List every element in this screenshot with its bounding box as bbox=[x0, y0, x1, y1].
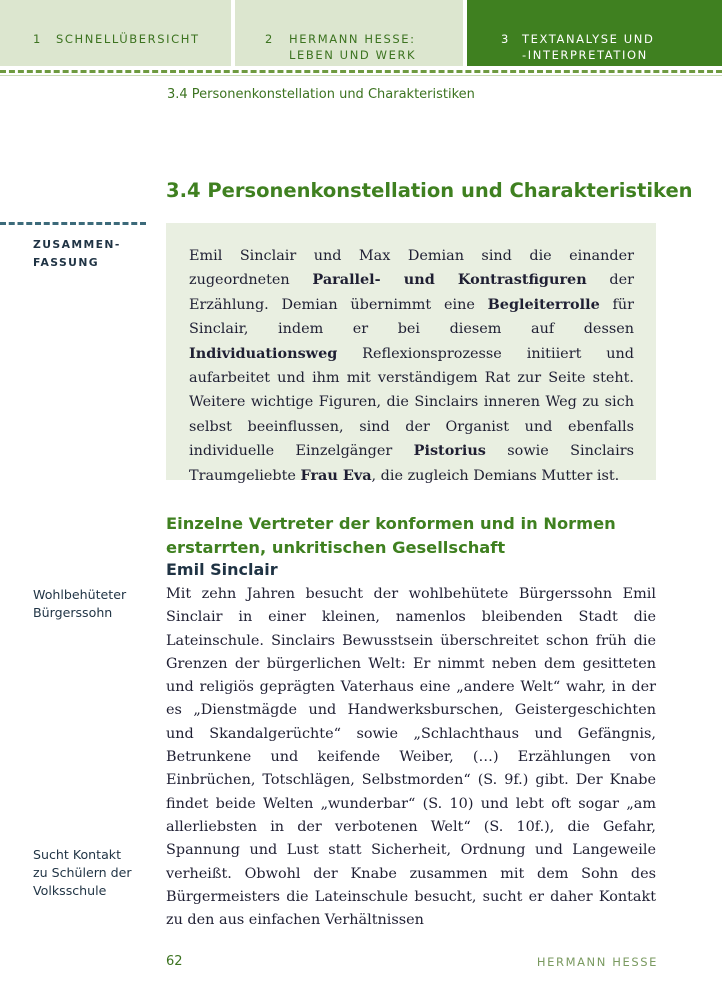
footer-author: HERMANN HESSE bbox=[536, 955, 658, 969]
summary-text bbox=[189, 244, 634, 488]
character-heading: Emil Sinclair bbox=[166, 560, 278, 579]
summary-label bbox=[33, 236, 121, 272]
running-head: 3.4 Personenkonstellation und Charakteristiken bbox=[167, 87, 475, 102]
summary-text-run: , die zugleich Demians Mutter ist. bbox=[371, 467, 620, 484]
margin-note-line: Bürgerssohn bbox=[33, 605, 113, 620]
tab-schnelluebersicht[interactable] bbox=[0, 0, 231, 66]
summary-text-run: sowie Sinclairs Traumgeliebte bbox=[189, 443, 634, 484]
tab-label-line2: -INTERPRETATION bbox=[522, 48, 648, 62]
tab-textanalyse[interactable] bbox=[467, 0, 722, 66]
margin-note-line: Sucht Kontakt bbox=[33, 847, 122, 862]
margin-note-line: zu Schülern der bbox=[33, 865, 132, 880]
tab-label-line1: TEXTANALYSE UND bbox=[522, 32, 655, 46]
margin-note bbox=[33, 846, 132, 900]
chapter-tabs bbox=[0, 0, 722, 66]
tab-label bbox=[522, 31, 654, 63]
tab-label bbox=[289, 31, 416, 63]
tab-label: SCHNELLÜBERSICHT bbox=[56, 32, 200, 46]
summary-text-run: der Erzählung. Demian übernimmt eine bbox=[189, 272, 635, 313]
summary-keyword: Begleiterrolle bbox=[487, 295, 600, 313]
margin-note-line: Wohlbehüteter bbox=[33, 587, 127, 602]
summary-box bbox=[166, 223, 656, 484]
summary-keyword: Frau Eva bbox=[300, 466, 372, 484]
tab-number: 3 bbox=[501, 32, 510, 46]
summary-text-run: für Sinclair, indem er bei diesem auf dessen bbox=[189, 296, 634, 338]
summary-text-run: Emil Sinclair und Max Demian sind die einander zugeordneten bbox=[189, 248, 634, 289]
header-divider bbox=[0, 70, 722, 73]
page-number: 62 bbox=[166, 954, 183, 969]
margin-note bbox=[33, 586, 126, 622]
summary-label-line2: FASSUNG bbox=[33, 256, 100, 269]
tab-number: 2 bbox=[265, 32, 274, 46]
summary-divider bbox=[0, 222, 146, 225]
summary-text-run: Reflexionsprozesse initiiert und aufarbeitet und ihm mit verständigem Rat zur Seite steht. Weitere wichtige Figuren, die Sinclairs inneren Weg zu sich selbst beeinflussen, sind der Organist und ebenfalls individuelle Einzelgänger bbox=[189, 345, 634, 460]
summary-label-line1: ZUSAMMEN- bbox=[33, 238, 121, 251]
tab-label-line1: HERMANN HESSE: bbox=[289, 32, 416, 46]
margin-note-line: Volksschule bbox=[33, 883, 107, 898]
body-paragraph: Mit zehn Jahren besucht der wohlbehütete Bürgerssohn Emil Sinclair in einer kleinen, namenlos bleibenden Stadt die Lateinschule. Sinclairs Bewusstsein überschreitet schon früh die Grenzen der bürgerlichen Welt: Er nimmt neben dem gesitteten und religiös geprägten Vaterhaus eine „andere Welt“ wahr, in der es „Dienstmägde und Handwerksburschen, Geistergeschichten und Skandalgerüchte“ sowie „Schlachthaus und Gefängnis, Betrunkene und keifende Weiber, (…) Erzählungen von Einbrüchen, Totschlägen, Selbstmorden“ (S. 9f.) gibt. Der Knabe findet beide Welten „wunderbar“ (S. 10) und lebt oft sogar „am allerliebsten in der verbotenen Welt“ (S. 10f.), die Gefahr, Spannung und Lust statt Sicherheit, Ordnung und Langeweile verheißt. Obwohl der Knabe zusammen mit dem Sohn des Bürgermeisters die Lateinschule besucht, sucht er daher Kontakt zu den aus einfachen Verhältnissen bbox=[166, 586, 656, 929]
summary-keyword: Individuationsweg bbox=[189, 344, 338, 362]
subheading: Einzelne Vertreter der konformen und in Normen erstarrten, unkritischen Gesellschaft bbox=[166, 514, 616, 557]
tab-number: 1 bbox=[33, 32, 42, 46]
summary-keyword: Parallel- und Kontrastfiguren bbox=[312, 271, 587, 289]
tab-label-line2: LEBEN UND WERK bbox=[289, 48, 417, 62]
summary-keyword: Pistorius bbox=[413, 442, 486, 460]
section-title: 3.4 Personenkonstellation und Charakteristiken bbox=[166, 179, 693, 202]
tab-leben-und-werk[interactable] bbox=[235, 0, 463, 66]
